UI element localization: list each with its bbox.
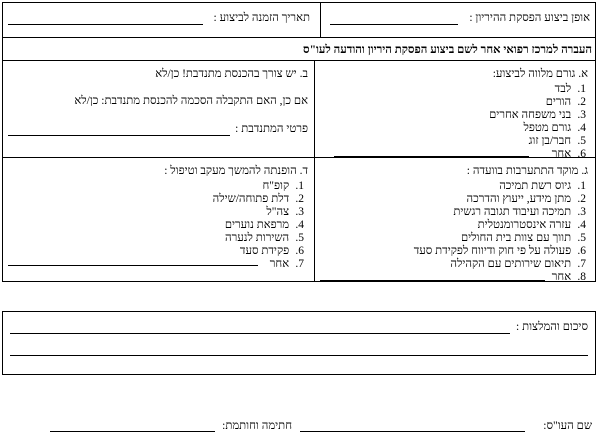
list-item[interactable]: 1. גיוס רשת תמיכה — [499, 180, 586, 192]
center-divider — [314, 60, 315, 282]
list-item[interactable]: 3. תמיכה ועיבוד תגובה רגשית — [453, 206, 586, 218]
invitation-date-label: תאריך הזמנה לביצוע : — [213, 12, 310, 24]
header-divider — [320, 2, 321, 37]
list-item[interactable]: 8. אחר — [551, 271, 586, 283]
list-item[interactable]: 4. עזרה אינסטרומנטלית — [477, 219, 586, 231]
section-b-need-volunteer: ב. יש צורך בהכנסת מתנדבת! כן/לא — [155, 68, 308, 80]
list-item[interactable]: 3. בני משפחה אחרים — [489, 109, 586, 121]
list-item[interactable]: 2. הורים — [545, 96, 586, 108]
referral-line: העברה למרכז רפואי אחר לשם ביצוע הפסקת היריון והודעה לעו"ס — [303, 44, 592, 56]
section-c-list — [414, 180, 586, 284]
summary-line-2[interactable] — [10, 355, 588, 356]
summary-label: סיכום והמלצות : — [516, 321, 588, 333]
section-d-list — [213, 180, 304, 271]
list-item[interactable]: 4. גורם מטפל — [523, 122, 586, 134]
list-item[interactable]: 5. השירות לנערה — [224, 232, 304, 244]
section-c-other-field[interactable] — [320, 280, 545, 281]
list-item[interactable]: 2. דלת פתוחה/שילה — [212, 193, 304, 205]
termination-method-label: אופן ביצוע הפסקת ההיריון : — [469, 12, 590, 24]
list-item[interactable]: 1. קופ"ח — [262, 180, 304, 192]
list-item[interactable]: 6. אחר — [551, 148, 586, 160]
middle-row-line — [2, 157, 596, 158]
section-d-other-field[interactable] — [8, 265, 258, 266]
section-b-volunteer-consent: אם כן, האם התקבלה הסכמה להכנסת מתנדבת: כן/לא — [74, 95, 308, 107]
list-item[interactable]: 1. לבד — [554, 83, 586, 95]
header-bottom-line — [2, 37, 596, 38]
section-c-title: ג. מוקד התתערבות בוועדה : — [466, 165, 588, 177]
section-d-title: ד. הופנתה להמשך מעקב וטיפול : — [164, 165, 308, 177]
section-a-list — [489, 83, 586, 161]
list-item[interactable]: 6. פעולה על פי חוק ודיווח לפקידת סעד — [413, 245, 586, 257]
signature-stamp-label: חתימה וחותמת: — [222, 420, 292, 432]
list-item[interactable]: 7. תיאום שירותים עם הקהילה — [450, 258, 586, 270]
section-a-title: א. גורם מלווה לביצוע: — [492, 68, 588, 80]
referral-bottom-line — [2, 60, 596, 61]
list-item[interactable]: 5. תווך עם צוות בית החולים — [460, 232, 586, 244]
signature-stamp-field[interactable] — [50, 431, 215, 432]
list-item[interactable]: 6. פקידת סעד — [239, 245, 304, 257]
summary-frame — [2, 311, 596, 375]
list-item[interactable]: 3. צה"ל — [266, 206, 304, 218]
social-worker-name-label: שם העו"ס: — [543, 420, 592, 432]
volunteer-details-field[interactable] — [8, 135, 230, 136]
social-worker-name-field[interactable] — [300, 431, 525, 432]
section-b-volunteer-details: פרטי המתנדבת : — [235, 123, 308, 135]
list-item[interactable]: 2. מתן מידע, ייעוץ והדרכה — [466, 193, 586, 205]
invitation-date-field[interactable] — [8, 24, 203, 25]
list-item[interactable]: 5. חבר/בן זוג — [528, 135, 586, 147]
list-item[interactable]: 4. מרפאת נוערים — [224, 219, 304, 231]
summary-line-1[interactable] — [10, 333, 510, 334]
termination-method-field[interactable] — [330, 24, 458, 25]
list-item[interactable]: 7. אחר — [269, 258, 304, 270]
